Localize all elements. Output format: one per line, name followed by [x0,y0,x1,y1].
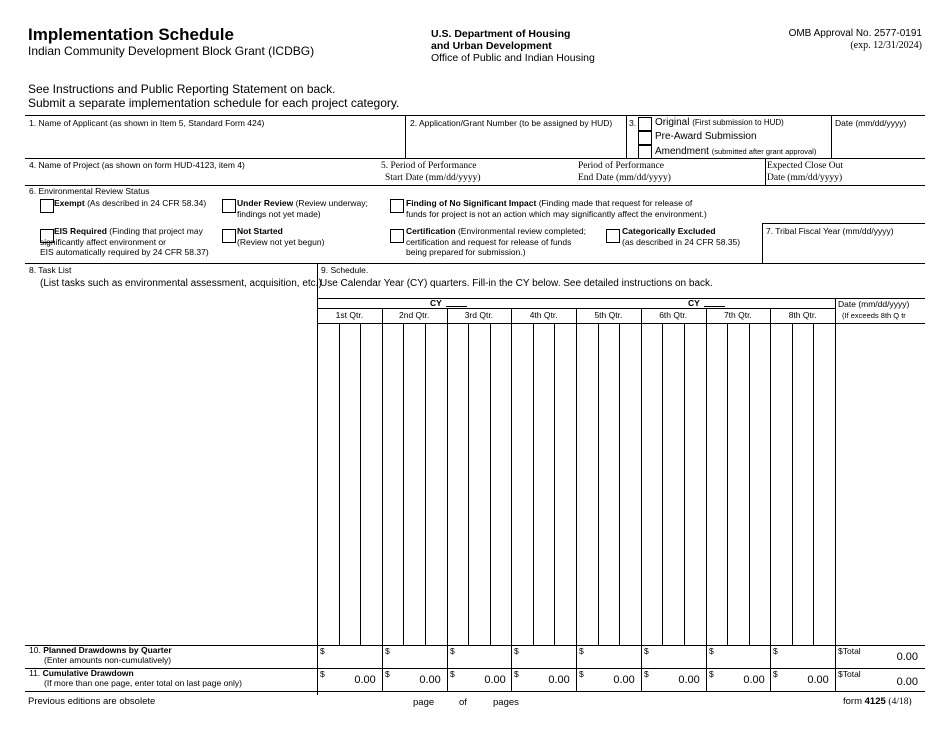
categorically-excluded-label: Categorically Excluded [622,226,716,236]
planned-dollar-sign: $ [709,646,714,656]
planned-drawdown-note: (Enter amounts non-cumulatively) [44,655,172,665]
month-divider [662,323,663,645]
preaward-label: Pre-Award Submission [655,131,757,142]
pages-label: pages [493,697,519,708]
form-subtitle: Indian Community Development Block Grant (ICDBG) [28,44,315,58]
applicant-label: 1. Name of Applicant (as shown in Item 5, Standard Form 424) [29,118,265,128]
quarter-label-6: 6th Qtr. [659,310,688,320]
instructions-line-1: See Instructions and Public Reporting Statement on back. [28,82,336,96]
perf-end-line-2: End Date (mm/dd/yyyy) [578,173,671,183]
month-divider [533,323,534,645]
date-exceeds-head-2: (If exceeds 8th Q tr [842,311,906,320]
month-divider [490,323,491,645]
month-divider [468,323,469,645]
quarter-divider [706,308,707,691]
date-column-divider [835,298,836,691]
quarter-divider [576,308,577,691]
cumulative-dollar-sign: $ [709,669,714,679]
month-divider [749,323,750,645]
cumulative-dollar-sign: $ [450,669,455,679]
schedule-label: 9. Schedule. [321,265,369,275]
perf-end-line-1: Period of Performance [578,161,664,171]
month-divider [684,323,685,645]
quarter-divider [770,308,771,691]
certification-checkbox[interactable] [390,229,404,243]
cumulative-dollar-sign: $ [644,669,649,679]
of-label: of [459,697,467,708]
page-label: page [413,697,435,708]
item-3-number: 3. [629,118,637,128]
env-review-heading: 6. Environmental Review Status [29,186,150,196]
amendment-checkbox[interactable] [638,145,652,159]
cumulative-dollar-sign: $ [773,669,778,679]
quarter-divider [641,308,642,691]
planned-drawdown-field-q3[interactable] [451,651,506,665]
planned-dollar-sign: $ [644,646,649,656]
eis-required-note-3: EIS automatically required by 24 CFR 58.37) [40,247,209,257]
cumulative-total-value[interactable]: 0.00 [896,676,918,688]
form-prefix: form [843,696,862,707]
original-note: (First submission to HUD) [692,118,784,127]
fonsi-label: Finding of No Significant Impact [406,198,537,208]
categorically-excluded-note: (as described in 24 CFR 58.35) [622,237,741,247]
cumulative-drawdown-field-q7[interactable]: 0.00 [743,674,765,686]
planned-drawdown-field-q8[interactable] [774,651,829,665]
row2-bottom-rule [25,185,925,186]
date-label: Date (mm/dd/yyyy) [835,118,907,128]
quarter-label-3: 3rd Qtr. [464,310,494,320]
quarter-label-7: 7th Qtr. [723,310,752,320]
month-divider [619,323,620,645]
exempt-checkbox[interactable] [40,199,54,213]
dept-line-2: and Urban Development [431,40,552,52]
schedule-note: Use Calendar Year (CY) quarters. Fill-in the CY below. See detailed instructions on back. [320,278,713,289]
planned-total-value[interactable]: 0.00 [896,651,918,663]
under-review-label: Under Review [237,198,294,208]
quarter-label-8: 8th Qtr. [788,310,817,320]
date-exceeds-head-1: Date (mm/dd/yyyy) [838,299,910,309]
cumulative-drawdown-note: (If more than one page, enter total on last page only) [44,678,242,688]
perf-start-line-1: 5. Period of Performance [381,161,477,171]
month-divider [598,323,599,645]
under-review-note-2: findings not yet made) [237,209,321,219]
planned-total-label: $Total [838,646,861,656]
planned-dollar-sign: $ [450,646,455,656]
planned-drawdown-field-q6[interactable] [645,651,700,665]
planned-drawdown-label: Planned Drawdowns by Quarter [43,645,172,655]
task-list-note: (List tasks such as environmental assessment, acquisition, etc.) [40,278,322,289]
under-review-checkbox[interactable] [222,199,236,213]
dept-line-1: U.S. Department of Housing [431,28,571,40]
month-divider [339,323,340,645]
month-divider [425,323,426,645]
under-review-note: (Review underway; [295,198,368,208]
amendment-label: Amendment [655,146,709,157]
exempt-note: (As described in 24 CFR 58.34) [87,198,207,208]
office-name: Office of Public and Indian Housing [431,52,595,64]
task-schedule-divider [317,263,318,695]
cumulative-drawdown-field-q8[interactable]: 0.00 [807,674,829,686]
month-divider [403,323,404,645]
form-date: (4/18) [888,697,912,707]
omb-expiration: (exp. 12/31/2024) [850,40,922,51]
row1-top-rule [25,115,925,116]
drawdown-middle-rule [25,668,925,669]
fonsi-note: (Finding made that request for release of [538,198,693,208]
cumulative-dollar-sign: $ [579,669,584,679]
instructions-line-2: Submit a separate implementation schedule for each project category. [28,96,400,110]
amendment-note: (submitted after grant approval) [711,147,817,156]
certification-note-2: certification and request for release of funds [406,237,572,247]
certification-label: Certification [406,226,456,236]
cumulative-total-label: $Total [838,669,861,679]
grant-number-label: 2. Application/Grant Number (to be assigned by HUD) [410,118,613,128]
not-started-note: (Review not yet begun) [237,237,325,247]
original-label: Original [655,117,690,128]
quarter-divider [511,308,512,691]
eis-required-note-2: significantly affect environment or [40,237,166,247]
quarter-label-2: 2nd Qtr. [399,310,430,320]
planned-drawdown-field-q7[interactable] [710,651,765,665]
quarter-divider [447,308,448,691]
preaward-checkbox[interactable] [638,131,652,145]
month-divider [792,323,793,645]
month-divider [727,323,728,645]
certification-note: (Environmental review completed; [457,226,586,236]
fonsi-note-2: funds for project is not an action which may significantly affect the environment.) [406,209,707,219]
omb-approval: OMB Approval No. 2577-0191 [788,28,922,39]
planned-dollar-sign: $ [773,646,778,656]
row1-bottom-rule [25,158,925,159]
month-divider [554,323,555,645]
quarter-divider [382,308,383,691]
planned-dollar-sign: $ [579,646,584,656]
fonsi-checkbox[interactable] [390,199,404,213]
schedule-top-rule [25,263,925,264]
exempt-label: Exempt [54,198,85,208]
cumulative-drawdown-field-q4[interactable]: 0.00 [548,674,570,686]
planned-drawdown-field-q1[interactable] [321,651,376,665]
month-divider [813,323,814,645]
cumulative-drawdown-number: 11. [29,668,41,678]
cumulative-drawdown-label: Cumulative Drawdown [42,668,134,678]
planned-drawdown-number: 10. [29,645,41,655]
month-divider [360,323,361,645]
eis-required-label: EIS Required [54,226,107,236]
planned-drawdown-field-q4[interactable] [515,651,570,665]
planned-drawdown-field-q2[interactable] [386,651,441,665]
close-out-line-1: Expected Close Out [767,161,843,171]
cumulative-dollar-sign: $ [320,669,325,679]
drawdown-bottom-rule [25,691,925,692]
cumulative-dollar-sign: $ [514,669,519,679]
tribal-fiscal-year-label: 7. Tribal Fiscal Year (mm/dd/yyyy) [766,226,894,236]
project-name-label: 4. Name of Project (as shown on form HUD-4123, item 4) [29,160,245,170]
quarter-label-4: 4th Qtr. [529,310,558,320]
eis-required-note: (Finding that project may [109,226,203,236]
form-title: Implementation Schedule [28,25,234,44]
categorically-excluded-checkbox[interactable] [606,229,620,243]
planned-dollar-sign: $ [320,646,325,656]
form-number: 4125 [864,696,886,707]
cumulative-drawdown-field-q5[interactable]: 0.00 [613,674,635,686]
planned-dollar-sign: $ [514,646,519,656]
perf-start-line-2: Start Date (mm/dd/yyyy) [385,173,481,183]
close-out-line-2: Date (mm/dd/yyyy) [767,173,843,183]
obsolete-note: Previous editions are obsolete [28,696,156,707]
task-list-label: 8. Task List [29,265,72,275]
cy-label-2: CY [688,298,700,308]
cumulative-drawdown-field-q1[interactable]: 0.00 [354,674,376,686]
cumulative-drawdown-field-q2[interactable]: 0.00 [419,674,441,686]
not-started-checkbox[interactable] [222,229,236,243]
original-checkbox[interactable] [638,117,652,131]
cy-label-1: CY [430,298,442,308]
cumulative-dollar-sign: $ [385,669,390,679]
planned-drawdown-field-q5[interactable] [580,651,635,665]
planned-dollar-sign: $ [385,646,390,656]
quarter-label-1: 1st Qtr. [335,310,364,320]
cy-input-1[interactable] [446,306,467,307]
quarter-label-5: 5th Qtr. [594,310,623,320]
cumulative-drawdown-field-q6[interactable]: 0.00 [678,674,700,686]
cy-input-2[interactable] [704,306,725,307]
certification-note-3: being prepared for submission.) [406,247,526,257]
cumulative-drawdown-field-q3[interactable]: 0.00 [484,674,506,686]
not-started-label: Not Started [237,226,283,236]
